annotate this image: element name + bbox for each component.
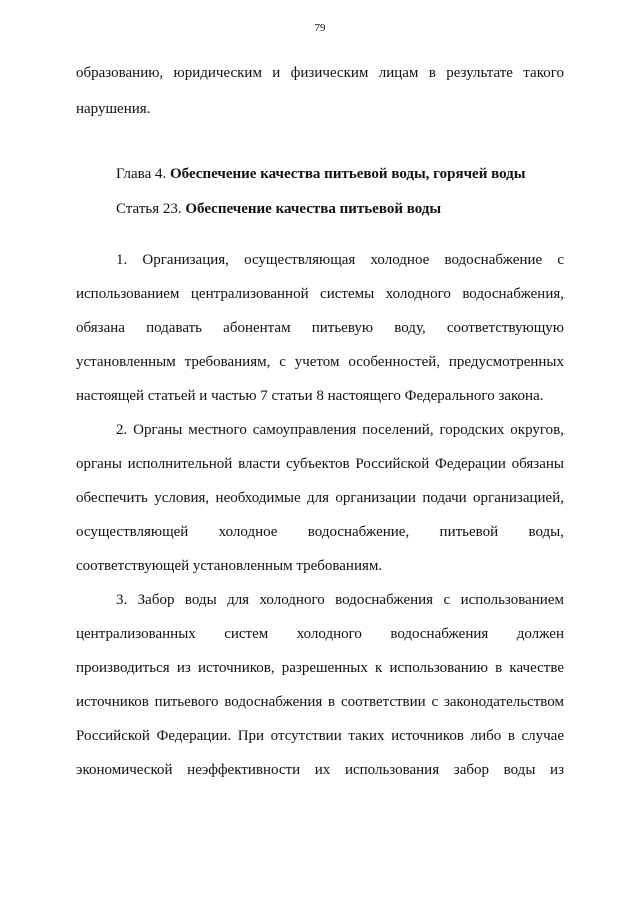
paragraph-line: соответствующей установленным требованиям.	[76, 558, 383, 574]
paragraph-line: экономической неэффективности их использования забор воды из	[76, 762, 564, 778]
paragraph-line: Российской Федерации. При отсутствии таких источников либо в случае	[76, 728, 564, 744]
paragraph-line: производиться из источников, разрешенных к использованию в качестве	[76, 660, 564, 676]
chapter-heading	[116, 164, 564, 184]
chapter-prefix: Глава 4.	[116, 166, 167, 182]
article-prefix: Статья 23.	[116, 201, 182, 217]
paragraph-line: настоящей статьей и частью 7 статьи 8 настоящего Федерального закона.	[76, 388, 544, 404]
paragraph-line: источников питьевого водоснабжения в соответствии с законодательством	[76, 694, 564, 710]
paragraph-line: использованием централизованной системы холодного водоснабжения,	[76, 286, 564, 302]
paragraph-line: 2. Органы местного самоуправления поселений, городских округов,	[116, 422, 564, 438]
paragraph-line: осуществляющей холодное водоснабжение, питьевой воды,	[76, 524, 564, 540]
paragraph-line: централизованных систем холодного водоснабжения должен	[76, 626, 564, 642]
paragraph-line: 1. Организация, осуществляющая холодное водоснабжение с	[116, 252, 564, 268]
intro-line: нарушения.	[76, 101, 151, 117]
paragraph-line: обеспечить условия, необходимые для организации подачи организацией,	[76, 490, 564, 506]
page-number: 79	[314, 22, 326, 34]
paragraph-line: органы исполнительной власти субъектов Российской Федерации обязаны	[76, 456, 564, 472]
paragraph-line: 3. Забор воды для холодного водоснабжения с использованием	[116, 592, 564, 608]
paragraph-line: обязана подавать абонентам питьевую воду, соответствующую	[76, 320, 564, 336]
intro-line: образованию, юридическим и физическим лицам в результате такого	[76, 65, 564, 81]
article-heading	[116, 199, 564, 219]
paragraph-line: установленным требованиям, с учетом особенностей, предусмотренных	[76, 354, 564, 370]
article-title: Обеспечение качества питьевой воды	[185, 201, 442, 217]
chapter-title: Обеспечение качества питьевой воды, горячей воды	[169, 166, 526, 182]
